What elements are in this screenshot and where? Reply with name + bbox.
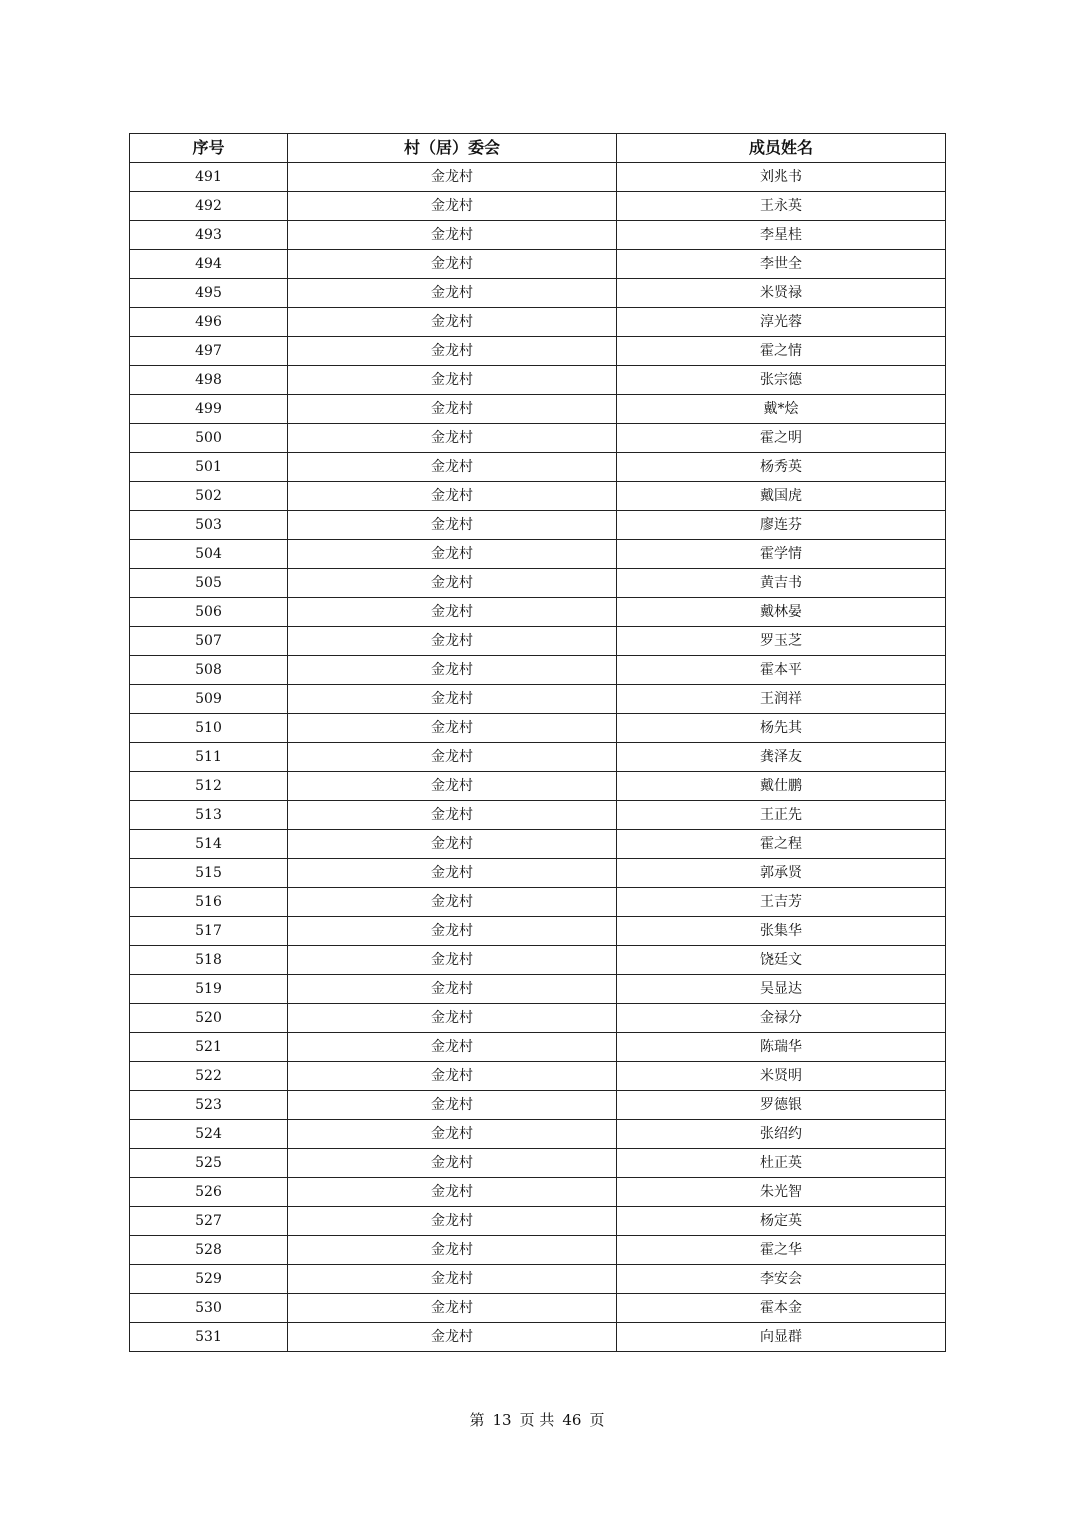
cell-committee: 金龙村 [288, 1004, 617, 1033]
cell-committee: 金龙村 [288, 1265, 617, 1294]
cell-committee: 金龙村 [288, 656, 617, 685]
cell-committee: 金龙村 [288, 569, 617, 598]
table-row [130, 424, 946, 453]
cell-committee: 金龙村 [288, 1033, 617, 1062]
table-row [130, 395, 946, 424]
cell-seq: 499 [130, 395, 288, 424]
cell-member: 淳光蓉 [617, 308, 946, 337]
cell-member: 罗玉芝 [617, 627, 946, 656]
cell-member: 张集华 [617, 917, 946, 946]
cell-committee: 金龙村 [288, 221, 617, 250]
table-row [130, 1207, 946, 1236]
cell-member: 李安会 [617, 1265, 946, 1294]
cell-member: 向显群 [617, 1323, 946, 1352]
cell-member: 戴*烩 [617, 395, 946, 424]
table-row [130, 888, 946, 917]
cell-seq: 528 [130, 1236, 288, 1265]
cell-committee: 金龙村 [288, 1149, 617, 1178]
table-row [130, 1149, 946, 1178]
page-footer [0, 1409, 1074, 1430]
table-row [130, 598, 946, 627]
cell-member: 杨定英 [617, 1207, 946, 1236]
table-row [130, 801, 946, 830]
cell-committee: 金龙村 [288, 424, 617, 453]
footer-total-pages: 46 [562, 1411, 582, 1429]
cell-member: 霍学情 [617, 540, 946, 569]
cell-member: 霍之情 [617, 337, 946, 366]
table-row [130, 1062, 946, 1091]
cell-member: 李世全 [617, 250, 946, 279]
cell-committee: 金龙村 [288, 1323, 617, 1352]
cell-member: 王永英 [617, 192, 946, 221]
table-row [130, 656, 946, 685]
cell-member: 张宗德 [617, 366, 946, 395]
cell-seq: 513 [130, 801, 288, 830]
cell-seq: 505 [130, 569, 288, 598]
header-member: 成员姓名 [617, 134, 946, 163]
table-row [130, 279, 946, 308]
cell-committee: 金龙村 [288, 540, 617, 569]
cell-seq: 493 [130, 221, 288, 250]
cell-seq: 509 [130, 685, 288, 714]
cell-committee: 金龙村 [288, 1294, 617, 1323]
cell-seq: 524 [130, 1120, 288, 1149]
cell-committee: 金龙村 [288, 250, 617, 279]
table-row [130, 250, 946, 279]
cell-seq: 514 [130, 830, 288, 859]
cell-seq: 518 [130, 946, 288, 975]
cell-seq: 515 [130, 859, 288, 888]
table-row [130, 337, 946, 366]
cell-seq: 527 [130, 1207, 288, 1236]
cell-seq: 512 [130, 772, 288, 801]
cell-committee: 金龙村 [288, 511, 617, 540]
cell-seq: 529 [130, 1265, 288, 1294]
cell-member: 郭承贤 [617, 859, 946, 888]
cell-committee: 金龙村 [288, 395, 617, 424]
table-row [130, 975, 946, 1004]
cell-committee: 金龙村 [288, 1178, 617, 1207]
cell-seq: 491 [130, 163, 288, 192]
cell-member: 霍之明 [617, 424, 946, 453]
cell-committee: 金龙村 [288, 975, 617, 1004]
cell-seq: 525 [130, 1149, 288, 1178]
cell-committee: 金龙村 [288, 163, 617, 192]
cell-committee: 金龙村 [288, 366, 617, 395]
cell-seq: 497 [130, 337, 288, 366]
header-row [130, 134, 946, 163]
table-row [130, 308, 946, 337]
cell-seq: 523 [130, 1091, 288, 1120]
cell-committee: 金龙村 [288, 308, 617, 337]
table-row [130, 1178, 946, 1207]
cell-member: 霍本金 [617, 1294, 946, 1323]
cell-seq: 526 [130, 1178, 288, 1207]
footer-mid: 页 共 [519, 1411, 555, 1429]
cell-seq: 510 [130, 714, 288, 743]
table-row [130, 163, 946, 192]
cell-committee: 金龙村 [288, 917, 617, 946]
cell-seq: 520 [130, 1004, 288, 1033]
cell-seq: 502 [130, 482, 288, 511]
cell-committee: 金龙村 [288, 1062, 617, 1091]
cell-member: 朱光智 [617, 1178, 946, 1207]
header-seq: 序号 [130, 134, 288, 163]
cell-committee: 金龙村 [288, 1236, 617, 1265]
cell-committee: 金龙村 [288, 830, 617, 859]
cell-seq: 519 [130, 975, 288, 1004]
cell-committee: 金龙村 [288, 453, 617, 482]
cell-seq: 500 [130, 424, 288, 453]
table-row [130, 627, 946, 656]
table-row [130, 1294, 946, 1323]
cell-seq: 508 [130, 656, 288, 685]
table-row [130, 1265, 946, 1294]
cell-member: 罗德银 [617, 1091, 946, 1120]
cell-member: 霍本平 [617, 656, 946, 685]
cell-seq: 501 [130, 453, 288, 482]
table-row [130, 859, 946, 888]
table-row [130, 772, 946, 801]
table-row [130, 1004, 946, 1033]
table-row [130, 917, 946, 946]
member-table [129, 133, 946, 1352]
cell-committee: 金龙村 [288, 714, 617, 743]
table-row [130, 1091, 946, 1120]
table-row [130, 221, 946, 250]
cell-seq: 503 [130, 511, 288, 540]
cell-seq: 531 [130, 1323, 288, 1352]
cell-member: 刘兆书 [617, 163, 946, 192]
cell-committee: 金龙村 [288, 1120, 617, 1149]
cell-seq: 506 [130, 598, 288, 627]
table-row [130, 1236, 946, 1265]
cell-member: 张绍约 [617, 1120, 946, 1149]
cell-seq: 522 [130, 1062, 288, 1091]
cell-member: 王正先 [617, 801, 946, 830]
footer-page-number: 13 [492, 1411, 512, 1429]
table-row [130, 1033, 946, 1062]
cell-member: 饶廷文 [617, 946, 946, 975]
cell-member: 金禄分 [617, 1004, 946, 1033]
cell-committee: 金龙村 [288, 1207, 617, 1236]
cell-committee: 金龙村 [288, 772, 617, 801]
cell-seq: 507 [130, 627, 288, 656]
cell-seq: 517 [130, 917, 288, 946]
cell-committee: 金龙村 [288, 946, 617, 975]
cell-member: 陈瑞华 [617, 1033, 946, 1062]
cell-seq: 498 [130, 366, 288, 395]
header-committee: 村（居）委会 [288, 134, 617, 163]
cell-committee: 金龙村 [288, 685, 617, 714]
cell-committee: 金龙村 [288, 743, 617, 772]
table-row [130, 946, 946, 975]
cell-committee: 金龙村 [288, 1091, 617, 1120]
table-header [130, 134, 946, 163]
cell-member: 霍之华 [617, 1236, 946, 1265]
cell-member: 戴仕鹏 [617, 772, 946, 801]
cell-member: 廖连芬 [617, 511, 946, 540]
table-row [130, 366, 946, 395]
cell-committee: 金龙村 [288, 598, 617, 627]
cell-member: 霍之程 [617, 830, 946, 859]
cell-member: 王吉芳 [617, 888, 946, 917]
footer-prefix: 第 [469, 1411, 485, 1429]
table-row [130, 685, 946, 714]
table-row [130, 1120, 946, 1149]
cell-member: 杨先其 [617, 714, 946, 743]
cell-seq: 521 [130, 1033, 288, 1062]
table-row [130, 453, 946, 482]
table-row [130, 1323, 946, 1352]
cell-member: 吴显达 [617, 975, 946, 1004]
cell-member: 龚泽友 [617, 743, 946, 772]
table-row [130, 511, 946, 540]
cell-seq: 494 [130, 250, 288, 279]
cell-committee: 金龙村 [288, 627, 617, 656]
cell-committee: 金龙村 [288, 859, 617, 888]
cell-seq: 504 [130, 540, 288, 569]
footer-suffix: 页 [589, 1411, 605, 1429]
cell-committee: 金龙村 [288, 801, 617, 830]
cell-member: 杨秀英 [617, 453, 946, 482]
cell-seq: 495 [130, 279, 288, 308]
cell-committee: 金龙村 [288, 192, 617, 221]
cell-member: 戴林晏 [617, 598, 946, 627]
cell-seq: 496 [130, 308, 288, 337]
table-row [130, 482, 946, 511]
table-body [130, 163, 946, 1352]
table-row [130, 830, 946, 859]
cell-seq: 511 [130, 743, 288, 772]
table-row [130, 569, 946, 598]
table-row [130, 540, 946, 569]
cell-seq: 516 [130, 888, 288, 917]
cell-committee: 金龙村 [288, 279, 617, 308]
cell-member: 杜正英 [617, 1149, 946, 1178]
cell-member: 王润祥 [617, 685, 946, 714]
table-row [130, 714, 946, 743]
table-row [130, 192, 946, 221]
cell-seq: 492 [130, 192, 288, 221]
cell-member: 李星桂 [617, 221, 946, 250]
cell-member: 黄吉书 [617, 569, 946, 598]
cell-member: 米贤明 [617, 1062, 946, 1091]
cell-committee: 金龙村 [288, 888, 617, 917]
cell-committee: 金龙村 [288, 337, 617, 366]
cell-seq: 530 [130, 1294, 288, 1323]
table-row [130, 743, 946, 772]
cell-member: 戴国虎 [617, 482, 946, 511]
cell-member: 米贤禄 [617, 279, 946, 308]
cell-committee: 金龙村 [288, 482, 617, 511]
